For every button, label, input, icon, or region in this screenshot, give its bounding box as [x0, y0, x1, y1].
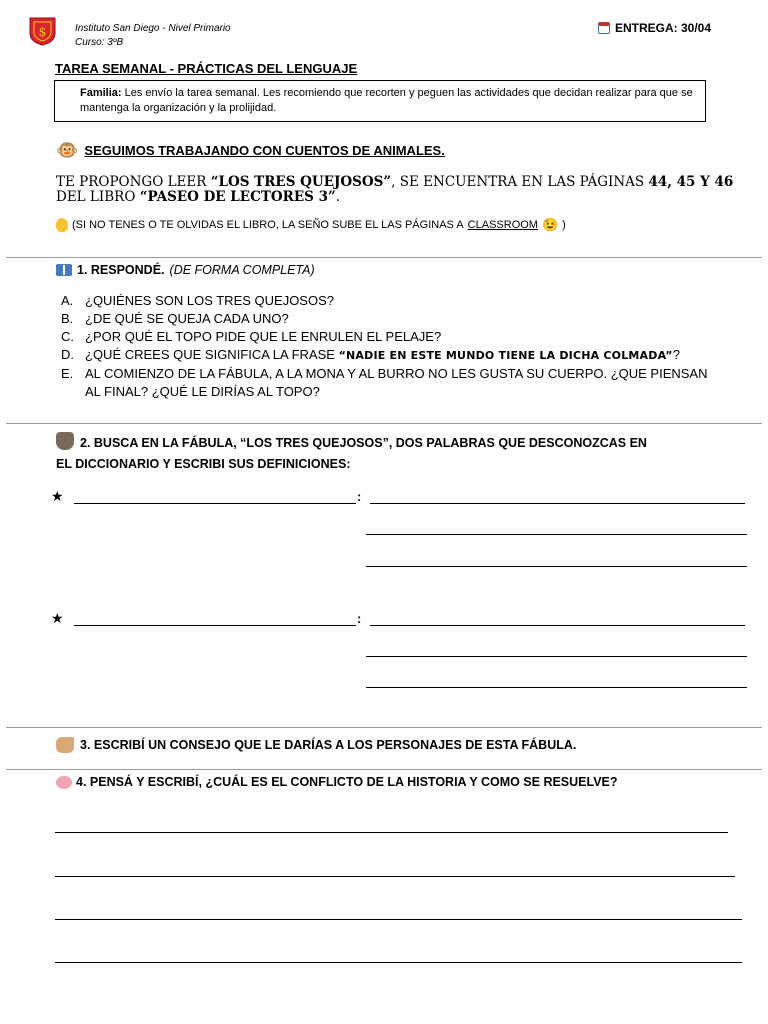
definition-answer-line[interactable] — [366, 687, 747, 688]
writing-hand-icon — [56, 737, 74, 753]
definition-answer-line[interactable] — [370, 503, 745, 504]
item-letter: B. — [61, 311, 74, 326]
due-date — [598, 21, 711, 35]
lightbulb-icon — [56, 218, 68, 232]
calendar-icon — [598, 22, 610, 34]
family-note-box — [54, 80, 706, 122]
classroom-note — [56, 217, 566, 233]
question-1-heading — [56, 263, 315, 277]
item-letter: A. — [61, 293, 74, 308]
monkey-icon: 🐵 — [56, 140, 79, 160]
wink-icon: 😉 — [541, 217, 559, 232]
brain-icon — [56, 776, 72, 789]
item-text: ¿QUÉ CREES QUE SIGNIFICA LA FRASE — [85, 347, 339, 362]
family-note-text: Les envío la tarea semanal. Les recomiendo que recorten y peguen las actividades que decidan realizar para que se mantenga la organización y la prolijidad. — [80, 87, 693, 114]
course-label: Curso: 3ºB — [75, 37, 124, 48]
story-title: “LOS TRES QUEJOSOS” — [210, 174, 392, 190]
answer-line[interactable] — [55, 962, 742, 963]
intro-text: DEL LIBRO — [56, 189, 140, 205]
intro-heading-text: SEGUIMOS TRABAJANDO CON CUENTOS DE ANIMALES. — [84, 142, 445, 158]
item-text: ¿POR QUÉ EL TOPO PIDE QUE LE ENRULEN EL PELAJE? — [85, 329, 442, 344]
word-answer-line[interactable] — [74, 503, 356, 504]
colon: : — [357, 611, 362, 626]
item-text: ¿QUIÉNES SON LOS TRES QUEJOSOS? — [85, 293, 334, 308]
list-item — [61, 328, 711, 346]
school-name: Instituto San Diego - Nivel Primario — [75, 23, 231, 34]
item-letter: C. — [61, 329, 74, 344]
intro-heading — [56, 141, 445, 159]
item-text: ¿DE QUÉ SE QUEJA CADA UNO? — [85, 311, 289, 326]
page-numbers: 44, 45 Y 46 — [648, 174, 734, 190]
divider — [6, 727, 762, 728]
definition-answer-line[interactable] — [370, 625, 745, 626]
question-2-title-line-2: EL DICCIONARIO Y ESCRIBI SUS DEFINICIONES: — [56, 457, 351, 471]
intro-text: , SE ENCUENTRA EN LAS PÁGINAS — [391, 174, 649, 190]
classroom-link[interactable]: CLASSROOM — [467, 219, 538, 231]
divider — [6, 257, 762, 258]
list-item — [61, 346, 711, 365]
list-item — [61, 292, 711, 310]
intro-text: . — [335, 189, 341, 205]
question-3-title: 3. ESCRIBÍ UN CONSEJO QUE LE DARÍAS A LOS PERSONAJES DE ESTA FÁBULA. — [80, 738, 577, 752]
note-text: ) — [562, 219, 566, 231]
list-item — [61, 365, 711, 401]
answer-line[interactable] — [55, 876, 735, 877]
colon: : — [357, 489, 362, 504]
divider — [6, 423, 762, 424]
answer-line[interactable] — [55, 919, 742, 920]
family-note-label: Familia: — [80, 87, 122, 99]
question-1-list — [61, 292, 711, 401]
question-3-heading — [56, 737, 576, 753]
detective-icon — [56, 432, 74, 450]
word-answer-line[interactable] — [74, 625, 356, 626]
question-2-title-line-1: 2. BUSCA EN LA FÁBULA, “LOS TRES QUEJOSOS”, DOS PALABRAS QUE DESCONOZCAS EN — [80, 436, 647, 450]
intro-text: TE PROPONGO LEER — [56, 174, 211, 190]
definition-answer-line[interactable] — [366, 534, 747, 535]
intro-line-2 — [56, 189, 340, 206]
item-text: AL COMIENZO DE LA FÁBULA, A LA MONA Y AL BURRO NO LES GUSTA SU CUERPO. ¿QUE PIENSAN AL FINAL? ¿QUÉ LE DIRÍAS AL TOPO? — [85, 366, 708, 399]
note-text: (SI NO TENES O TE OLVIDAS EL LIBRO, LA SEÑO SUBE EL LAS PÁGINAS A — [72, 219, 464, 231]
quoted-phrase: “NADIE EN ESTE MUNDO TIENE LA DICHA COLMADA” — [338, 349, 673, 362]
question-4-title: 4. PENSÁ Y ESCRIBÍ, ¿CUÁL ES EL CONFLICTO DE LA HISTORIA Y COMO SE RESUELVE? — [76, 775, 618, 789]
item-text: ? — [672, 347, 680, 362]
star-icon: ★ — [51, 610, 64, 626]
star-icon: ★ — [51, 488, 64, 504]
divider — [6, 769, 762, 770]
definition-answer-line[interactable] — [366, 566, 747, 567]
question-1-subtitle: (DE FORMA COMPLETA) — [169, 263, 315, 277]
due-date-text: ENTREGA: 30/04 — [615, 21, 712, 35]
book-title: “PASEO DE LECTORES 3” — [139, 189, 336, 205]
question-4-heading — [56, 775, 618, 789]
logo-letter: $ — [38, 25, 47, 39]
question-2-heading — [56, 432, 756, 475]
list-item — [61, 310, 711, 328]
school-crest-logo — [29, 17, 56, 46]
answer-line[interactable] — [55, 832, 728, 833]
item-letter: D. — [61, 347, 74, 362]
document-title: TAREA SEMANAL - PRÁCTICAS DEL LENGUAJE — [55, 61, 358, 76]
item-letter: E. — [61, 366, 74, 381]
question-1-title: 1. RESPONDÉ. — [77, 263, 165, 277]
book-icon — [56, 264, 72, 276]
definition-answer-line[interactable] — [366, 656, 747, 657]
